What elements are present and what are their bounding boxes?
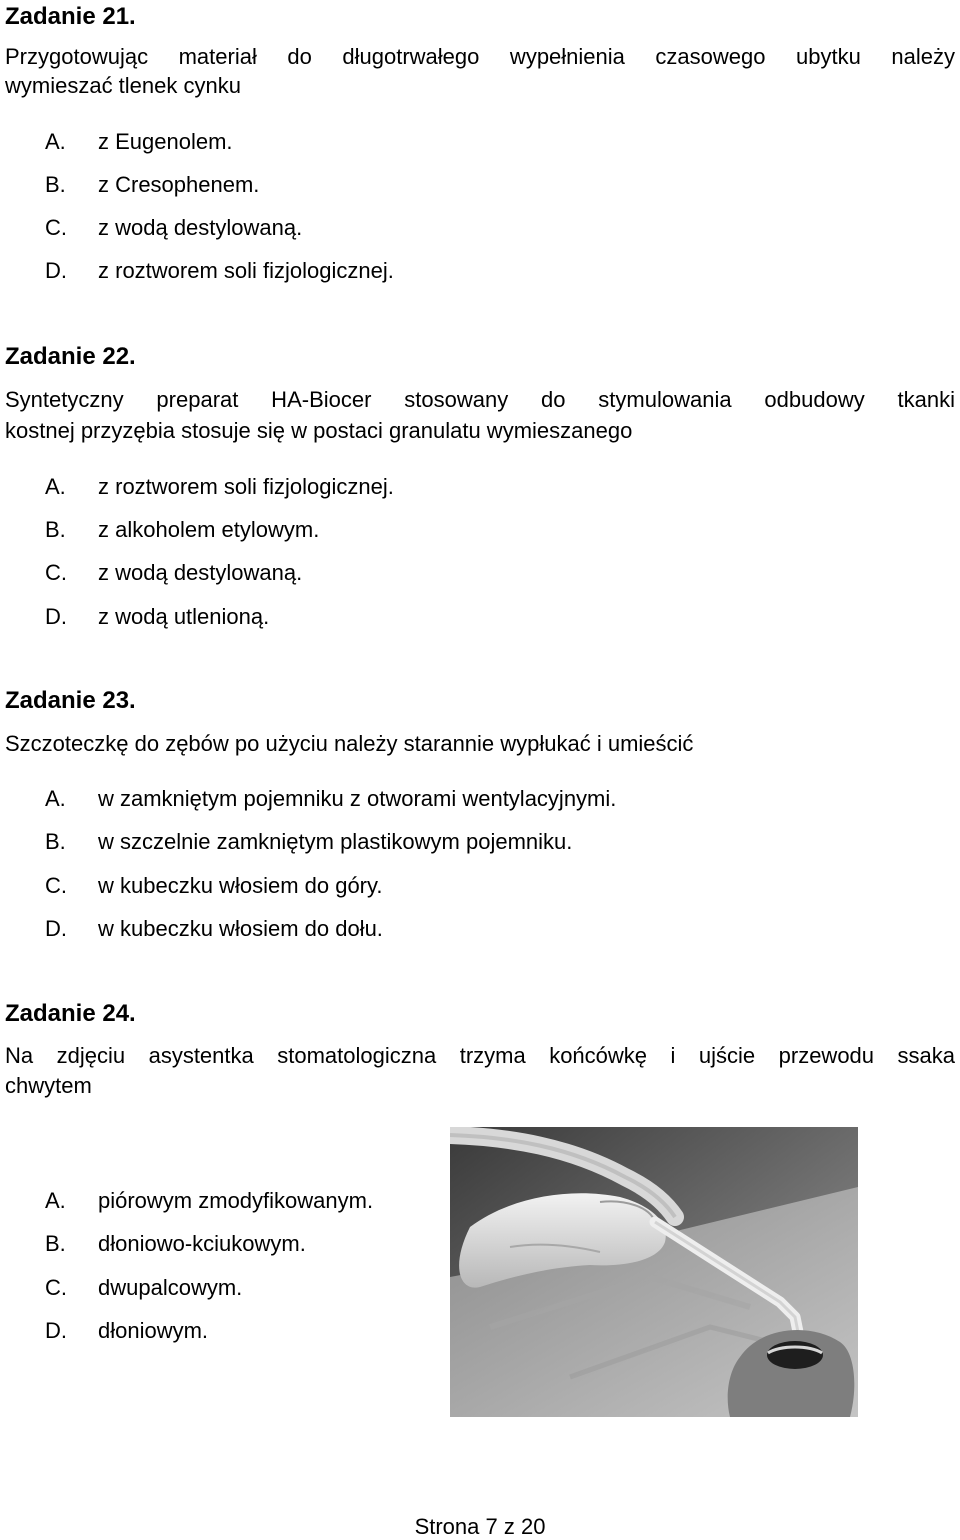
option-letter: D. — [45, 258, 67, 283]
option-letter: C. — [45, 215, 67, 240]
task-23-option-c — [45, 873, 383, 899]
option-text: z wodą destylowaną. — [98, 215, 303, 240]
task-23-title: Zadanie 23. — [5, 687, 136, 714]
option-letter: D. — [45, 1318, 67, 1343]
task-22-title: Zadanie 22. — [5, 343, 136, 370]
option-text: z Eugenolem. — [98, 129, 233, 154]
task-23-option-a — [45, 786, 616, 812]
task-23-option-d — [45, 916, 383, 942]
task-23-question-line-1: Szczoteczkę do zębów po użyciu należy starannie wypłukać i umieścić — [5, 731, 694, 756]
task-22-question-line-1: Syntetyczny preparat HA-Biocer stosowany do stymulowania odbudowy tkanki — [5, 387, 955, 412]
option-text: dłoniowym. — [98, 1318, 209, 1343]
photo-illustration — [450, 1127, 858, 1417]
task-21-title: Zadanie 21. — [5, 3, 136, 30]
option-letter: B. — [45, 172, 66, 197]
task-22-question-line-2: kostnej przyzębia stosuje się w postaci granulatu wymieszanego — [5, 418, 633, 443]
option-letter: C. — [45, 1275, 67, 1300]
option-letter: D. — [45, 916, 67, 941]
option-text: dłoniowo-kciukowym. — [98, 1231, 306, 1256]
option-letter: B. — [45, 1231, 66, 1256]
option-text: z roztworem soli fizjologicznej. — [98, 258, 394, 283]
task-24-question-line-2: chwytem — [5, 1073, 92, 1098]
option-letter: B. — [45, 517, 66, 542]
task-22-option-c — [45, 560, 302, 586]
option-letter: C. — [45, 873, 67, 898]
task-21-question-line-2: wymieszać tlenek cynku — [5, 73, 241, 98]
task-22-option-a — [45, 474, 394, 500]
task-21-question-line-1: Przygotowując materiał do długotrwałego wypełnienia czasowego ubytku należy — [5, 44, 955, 69]
option-text: w kubeczku włosiem do góry. — [98, 873, 383, 898]
task-21-option-b — [45, 172, 259, 198]
option-text: z Cresophenem. — [98, 172, 260, 197]
option-text: z wodą destylowaną. — [98, 560, 303, 585]
option-letter: D. — [45, 604, 67, 629]
option-text: piórowym zmodyfikowanym. — [98, 1188, 374, 1213]
option-text: dwupalcowym. — [98, 1275, 243, 1300]
task-24-title: Zadanie 24. — [5, 1000, 136, 1027]
task-24-option-d — [45, 1318, 208, 1344]
option-text: z wodą utlenioną. — [98, 604, 270, 629]
task-22-option-b — [45, 517, 319, 543]
task-21-option-c — [45, 215, 302, 241]
option-letter: A. — [45, 786, 66, 811]
task-24-question-line-1: Na zdjęciu asystentka stomatologiczna trzyma końcówkę i ujście przewodu ssaka — [5, 1043, 955, 1068]
task-21-option-d — [45, 258, 394, 284]
option-letter: A. — [45, 1188, 66, 1213]
task-21-option-a — [45, 129, 233, 155]
page-footer: Strona 7 z 20 — [414, 1514, 546, 1539]
task-24-option-b — [45, 1231, 306, 1257]
task-22-option-d — [45, 604, 269, 630]
task-24-option-c — [45, 1275, 242, 1301]
option-text: w kubeczku włosiem do dołu. — [98, 916, 383, 941]
option-text: w szczelnie zamkniętym plastikowym pojemniku. — [98, 829, 573, 854]
option-text: w zamkniętym pojemniku z otworami wentylacyjnymi. — [98, 786, 617, 811]
task-23-option-b — [45, 829, 572, 855]
option-letter: B. — [45, 829, 66, 854]
option-text: z roztworem soli fizjologicznej. — [98, 474, 394, 499]
task-24-option-a — [45, 1188, 373, 1214]
option-letter: A. — [45, 129, 66, 154]
dental-suction-photo — [450, 1127, 858, 1417]
option-letter: C. — [45, 560, 67, 585]
option-text: z alkoholem etylowym. — [98, 517, 320, 542]
option-letter: A. — [45, 474, 66, 499]
